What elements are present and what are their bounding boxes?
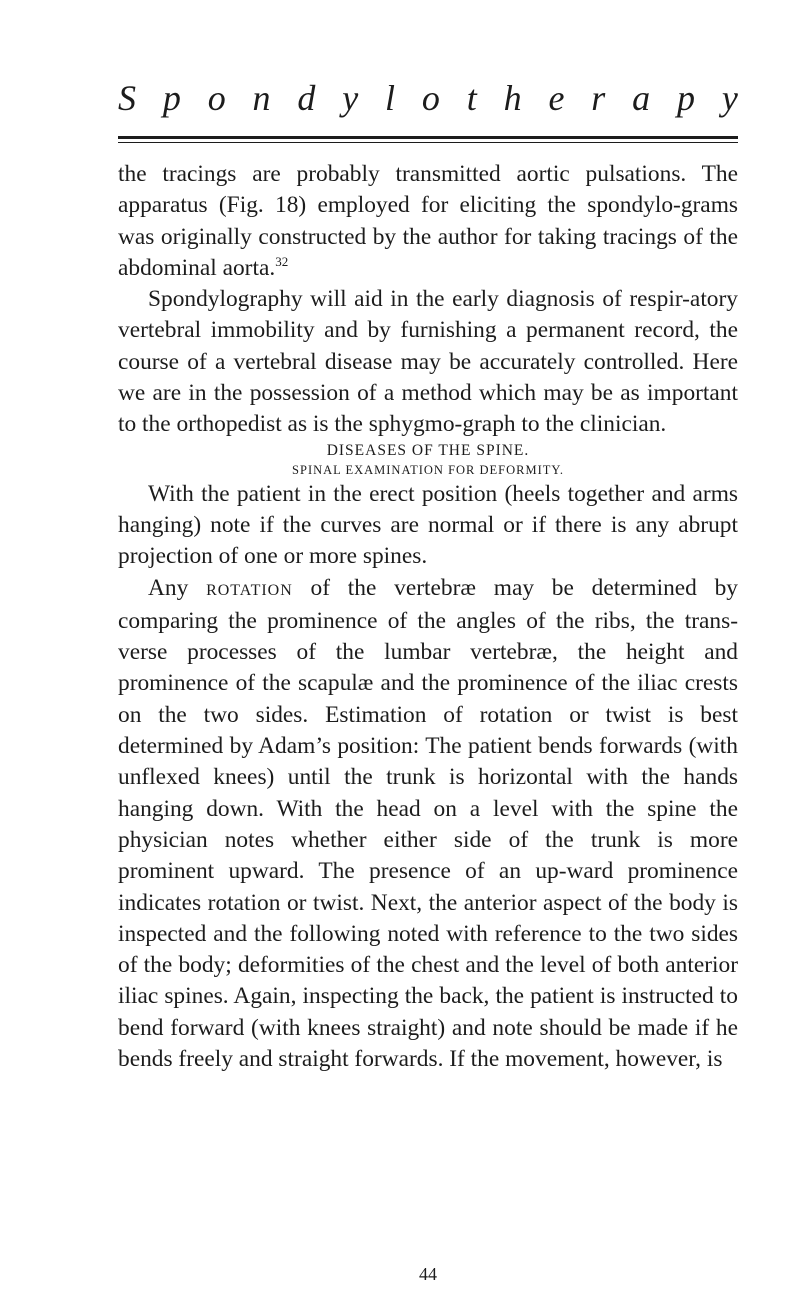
running-head <box>118 78 738 118</box>
running-head-letter: l <box>385 78 396 118</box>
running-head-letter: p <box>162 78 181 118</box>
paragraph-4-lead: Any <box>148 574 207 601</box>
running-head-letter: e <box>548 78 565 118</box>
running-head-letter: h <box>503 78 522 118</box>
section-heading: DISEASES OF THE SPINE. <box>326 441 530 459</box>
running-head-letter: r <box>591 78 606 118</box>
running-head-letter: o <box>421 78 440 118</box>
running-head-letter: d <box>297 78 316 118</box>
running-head-letter: y <box>342 78 359 118</box>
running-head-letter: t <box>466 78 477 118</box>
running-head-letter: n <box>252 78 271 118</box>
running-head-letter: a <box>632 78 651 118</box>
header-rule-thin <box>118 142 738 143</box>
header-rule-thick <box>118 136 738 139</box>
running-head-letter: p <box>676 78 695 118</box>
page-number: 44 <box>419 1264 437 1284</box>
paragraph-3 <box>118 479 738 573</box>
body-text <box>118 159 738 1075</box>
running-head-letter: y <box>721 78 738 118</box>
paragraph-3-text: With the patient in the erect position (heels together and arms hanging) note if the curves are normal or if there is any abrupt projection of one or more spines. <box>118 480 738 570</box>
running-head-letter: o <box>207 78 226 118</box>
running-head-letter: S <box>118 78 136 118</box>
paragraph-4 <box>118 573 738 1076</box>
paragraph-2 <box>118 284 738 440</box>
subsection-heading: SPINAL EXAMINATION FOR DEFORMITY. <box>292 462 564 477</box>
small-caps-term: ROTATION <box>206 581 293 599</box>
paragraph-4-text: of the vertebræ may be determined by comparing the prominence of the angles of the ribs, the trans-verse processes of the lumbar vertebræ, the height and prominence of the scapulæ and the prominence of the iliac crests on the two sides. Estimation of rotation or twist is best determined by Adam’s position: The patient bends forwards (with unflexed knees) until the trunk is horizontal with the hands hanging down. With the head on a level with the spine the physician notes whether either side of the trunk is more prominent upward. The presence of an up-ward prominence indicates rotation or twist. Next, the anterior aspect of the body is inspected and the following noted with reference to the two sides of the body; deformities of the chest and the level of both anterior iliac spines. Again, inspecting the back, the patient is instructed to bend forward (with knees straight) and note should be made if he bends freely and straight forwards. If the movement, however, is <box>118 574 738 1073</box>
paragraph-1-text: the tracings are probably transmitted aortic pulsations. The apparatus (Fig. 18) employed for eliciting the spondylo-grams was originally constructed by the author for taking tracings of the abdominal aorta. <box>118 161 738 281</box>
paragraph-2-text: Spondylography will aid in the early diagnosis of respir-atory vertebral immobility and by furnishing a permanent record, the course of a vertebral disease may be accurately controlled. Here we are in the possession of a method which may be as important to the orthopedist as is the sphygmo-graph to the clinician. <box>118 286 738 438</box>
paragraph-1 <box>118 159 738 284</box>
footnote-ref: 32 <box>275 254 289 270</box>
